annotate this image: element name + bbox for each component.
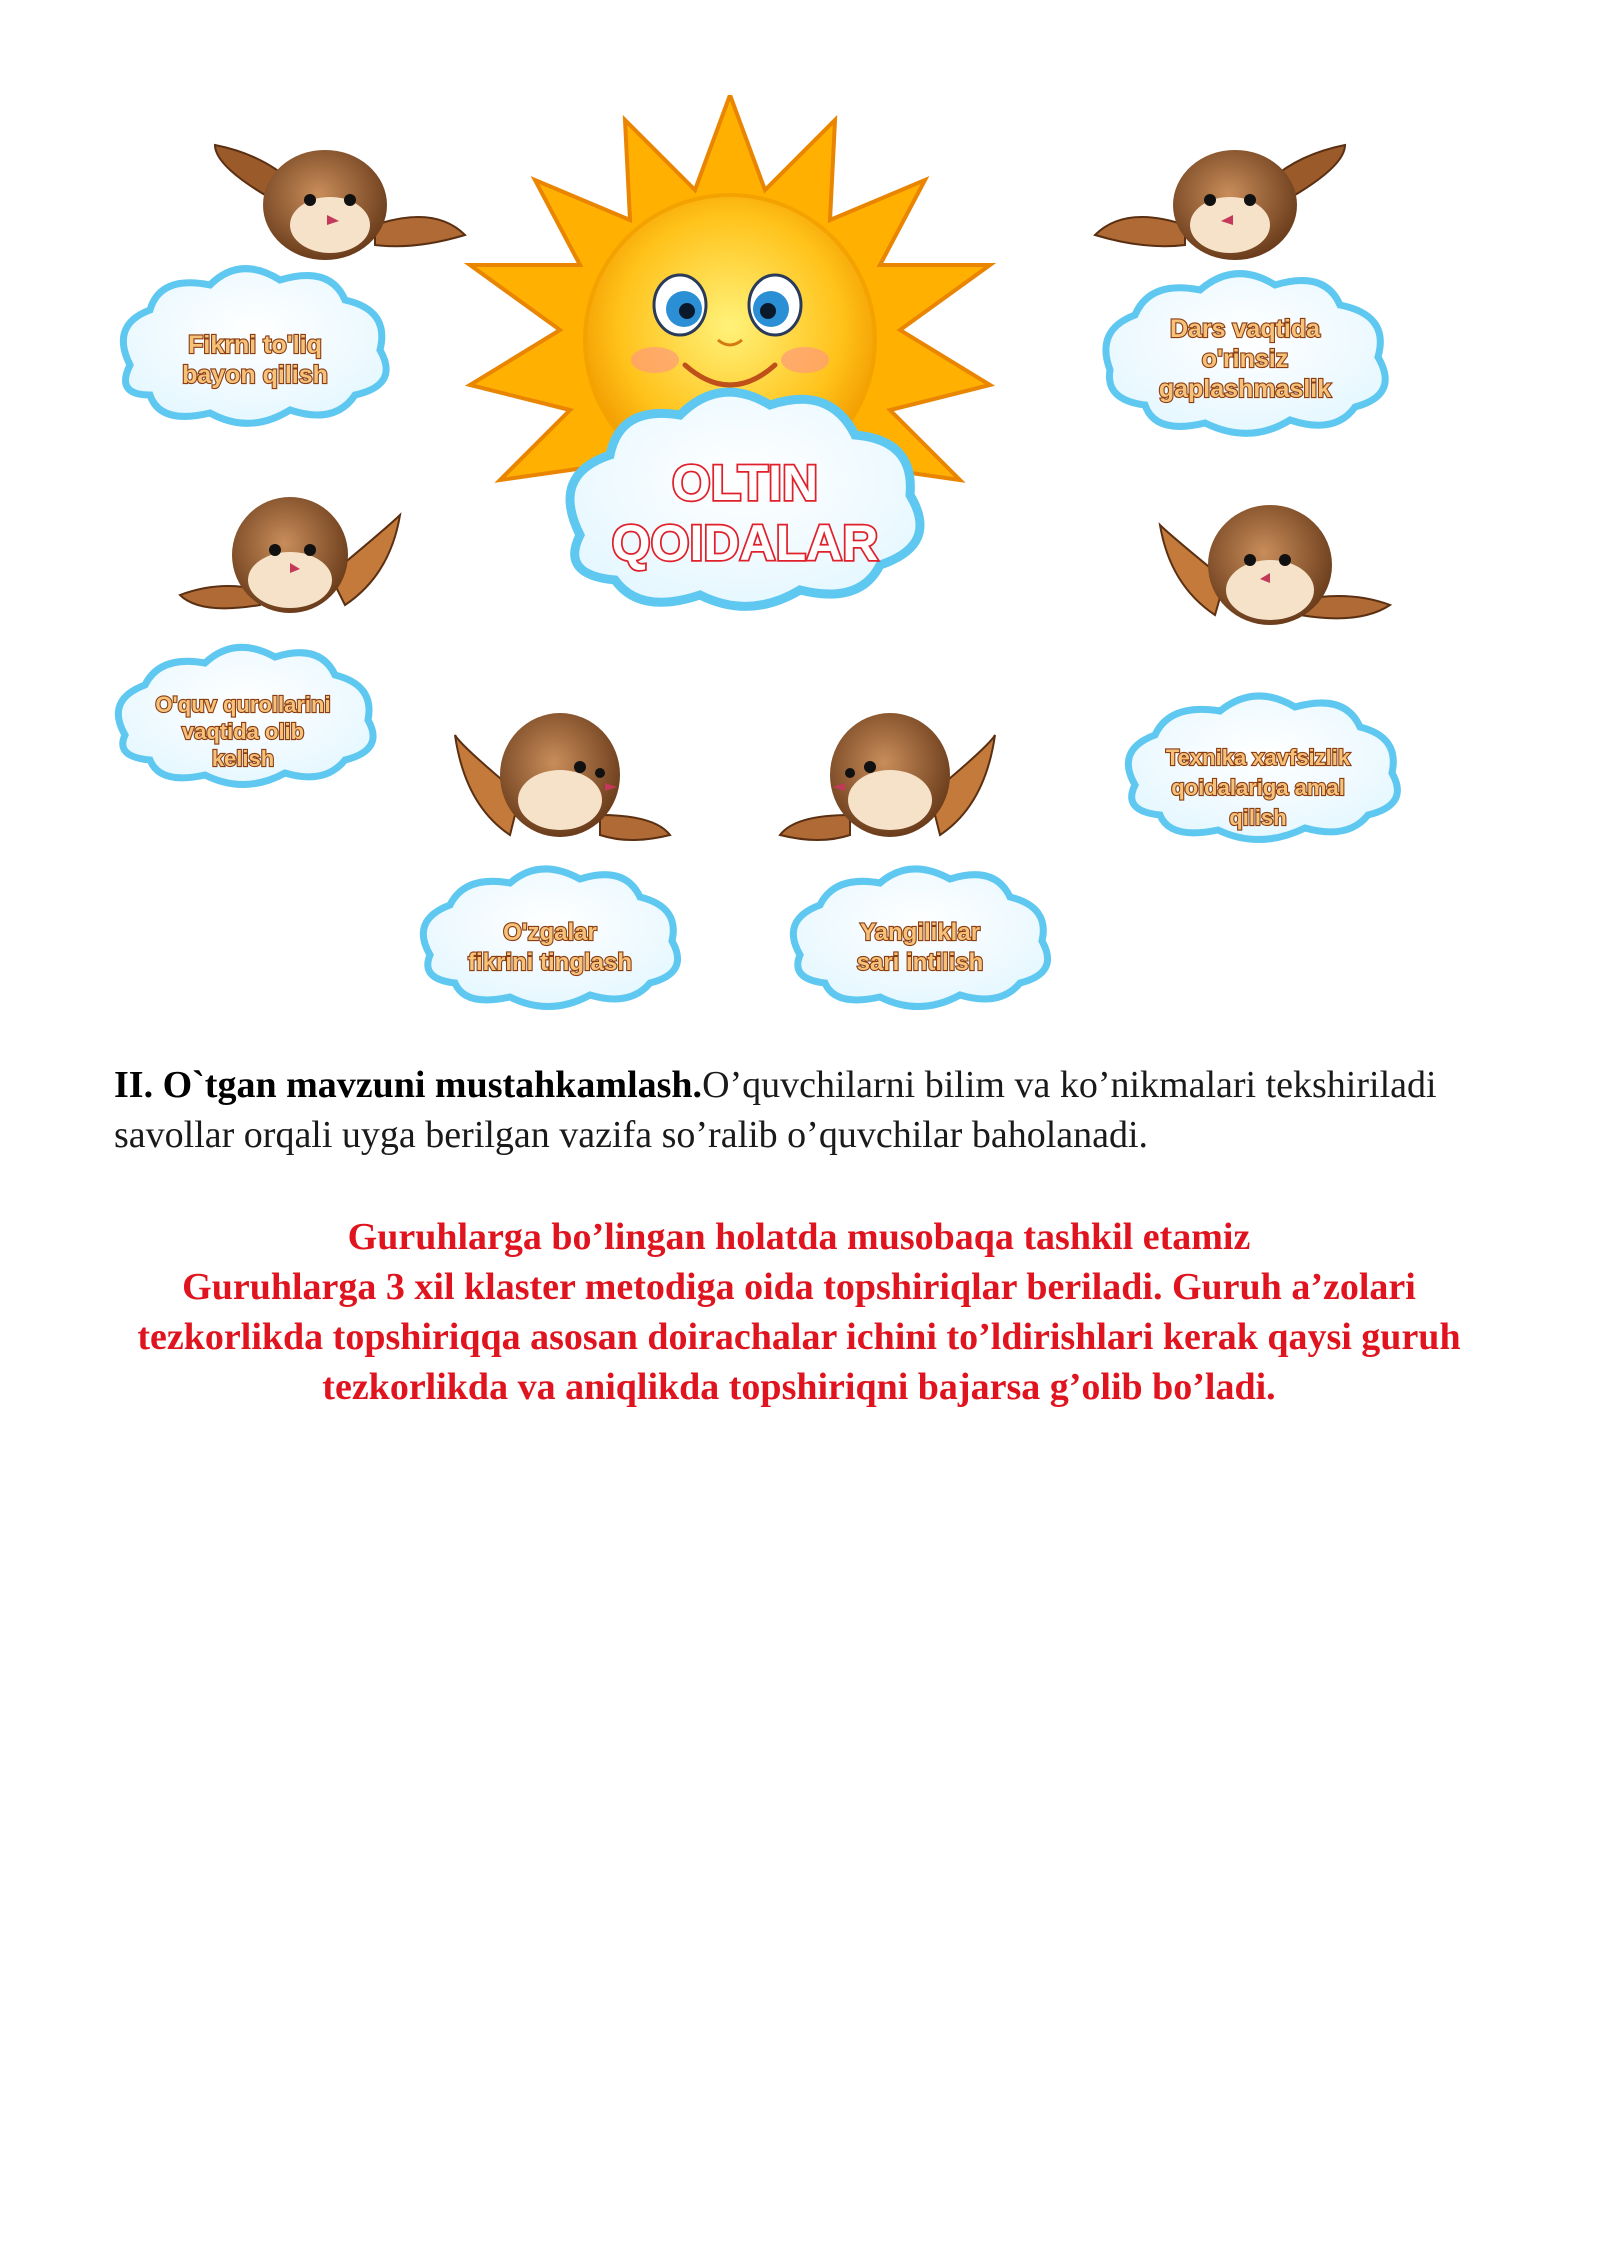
rule-1-line-1: Fikrni to'liq: [188, 331, 322, 359]
task-description: [114, 1212, 1484, 1412]
rule-2-line-2: o'rinsiz: [1201, 345, 1289, 373]
bird-icon: [1160, 505, 1390, 625]
golden-rules-illustration: [110, 95, 1490, 1055]
golden-rules-poster: [110, 95, 1490, 1055]
rule-2-line-1: Dars vaqtida: [1169, 315, 1321, 343]
rule-6-line-2: sari intilish: [856, 949, 984, 976]
rule-cloud-6: [793, 869, 1047, 1007]
rule-4-line-1: Texnika xavfsizlik: [1165, 745, 1351, 770]
bird-icon: [780, 713, 995, 840]
rule-3-line-1: O'quv qurollarini: [155, 692, 331, 717]
poster-title-line1: OLTIN: [671, 455, 819, 511]
rule-cloud-4: [1128, 696, 1397, 840]
rule-1-line-2: bayon qilish: [182, 361, 328, 389]
section-heading: II. O`tgan mavzuni mustahkamlash.: [114, 1064, 703, 1106]
rule-3-line-3: kelish: [211, 746, 275, 771]
bird-icon: [455, 713, 670, 840]
bird-icon: [215, 145, 465, 260]
rule-4-line-2: qoidalariga amal: [1171, 775, 1345, 800]
rule-5-line-2: fikrini tinglash: [467, 949, 633, 976]
rule-2-line-3: gaplashmaslik: [1158, 375, 1332, 403]
rule-cloud-3: [118, 647, 373, 784]
rule-3-line-2: vaqtida olib: [181, 719, 305, 744]
poster-title-line2: QOIDALAR: [611, 515, 879, 571]
section-paragraph: [114, 1060, 1454, 1160]
task-line-1: Guruhlarga bo’lingan holatda musobaqa tashkil etamiz: [347, 1216, 1251, 1258]
rule-cloud-1: [123, 269, 386, 424]
rule-5-line-1: O'zgalar: [503, 919, 597, 946]
bird-icon: [180, 497, 400, 613]
rule-cloud-5: [423, 869, 677, 1007]
task-line-2: Guruhlarga 3 xil klaster metodiga oida topshiriqlar beriladi. Guruh a’zolari tezkorlikda topshiriqqa asosan doirachalar ichini to’ldirishlari kerak qaysi guruh tezkorlikda va aniqlikda topshiriqni bajarsa g’olib bo’ladi.: [137, 1266, 1461, 1408]
rule-cloud-2: [1106, 274, 1385, 434]
rule-6-line-1: Yangiliklar: [859, 919, 981, 946]
section-text: O’quvchilarni bilim va ko’nikmalari tekshiriladi savollar orqali uyga berilgan vazifa so’ralib o’quvchilar baholanadi.: [114, 1064, 1437, 1156]
bird-icon: [1095, 145, 1345, 260]
rule-4-line-3: qilish: [1229, 805, 1287, 830]
